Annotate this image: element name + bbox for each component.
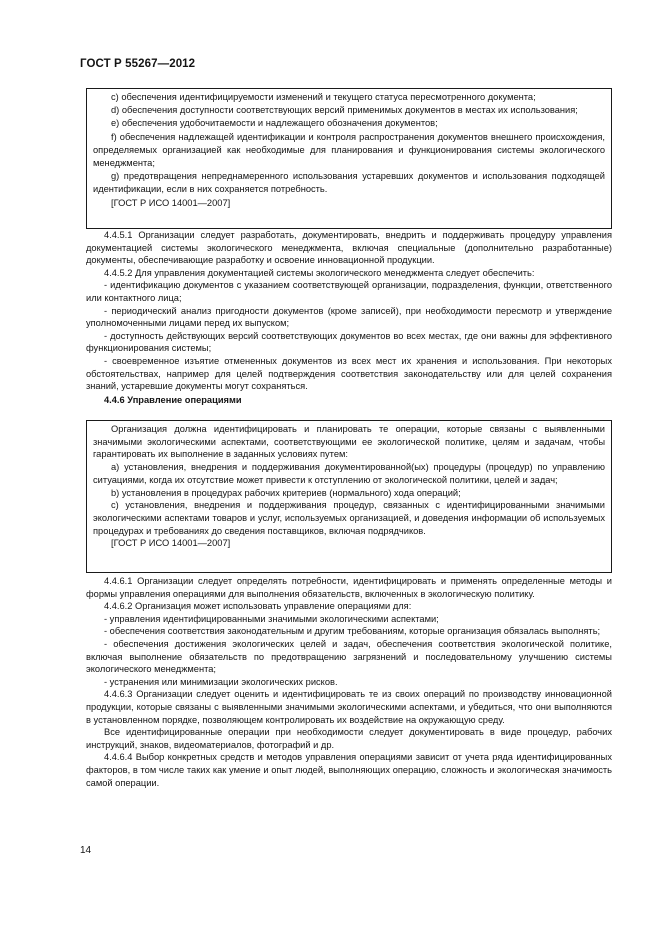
- quote-item-b: b) установления в процедурах рабочих критериев (нормального) хода операций;: [111, 487, 461, 498]
- quote-reference: [ГОСТ Р ИСО 14001—2007]: [111, 538, 231, 549]
- list-item: - обеспечения достижения экологических целей и задач, обеспечения соответствия экологической политике, включая выполнение обязательств по предотвращению загрязнений и последовательному улучшению системы экологического менеджмента;: [86, 638, 612, 675]
- quote-item-c: c) обеспечения идентифицируемости изменений и текущего статуса пересмотренного документа;: [111, 92, 536, 102]
- list-item: - обеспечения соответствия законодательным и другим требованиям, которые организация обязалась выполнять;: [104, 626, 601, 637]
- quote-item-g: g) предотвращения непреднамеренного использования устаревших документов и использования подходящей идентификации, если в них сохраняется потребность.: [93, 171, 605, 195]
- list-item: - идентификацию документов с указанием соответствующей организации, подразделения, функции, ответственного или контактного лица;: [86, 280, 612, 303]
- section-heading-4-4-6: 4.4.6 Управление операциями: [104, 394, 242, 405]
- list-item: - периодический анализ пригодности документов (кроме записей), при необходимости пересмотр и утверждение уполномоченными лицами перед их выпуском;: [86, 305, 612, 329]
- quote-reference: [ГОСТ Р ИСО 14001—2007]: [111, 197, 231, 208]
- list-item: - доступность действующих версий соответствующих документов во всех местах, где они важны для эффективного функционирования системы;: [86, 330, 612, 354]
- paragraph-4-4-5-1: 4.4.5.1 Организации следует разработать, документировать, внедрить и поддерживать процедуру управления документацией системы экологического менеджмента, включая специальные (дополнительно разработанные) документы, обеспечивающие разработку и освоение инновационной продукции.: [86, 230, 612, 266]
- paragraph-4-4-6-1: 4.4.6.1 Организации следует определять потребности, идентифицировать и применять определенные методы и формы управления операциями для выполнения обязательств, включенных в экологическую политику.: [86, 576, 612, 599]
- paragraph-4-4-6-4: 4.4.6.4 Выбор конкретных средств и методов управления операциями зависит от учета ряда идентифицированных факторов, в том числе таких как умение и опыт людей, выполняющих операцию, сложность и экологическая значимость самой операции.: [86, 752, 612, 788]
- list-item: - управления идентифицированными значимыми экологическими аспектами;: [104, 613, 439, 624]
- paragraph: Все идентифицированные операции при необходимости следует документировать в виде процедур, рабочих инструкций, знаков, видеоматериалов, фотографий и др.: [86, 727, 612, 750]
- quote-item-d: d) обеспечения доступности соответствующих версий применимых документов в местах их использования;: [111, 105, 578, 116]
- page-number: 14: [80, 845, 92, 856]
- quote-intro: Организация должна идентифицировать и планировать те операции, которые связаны с выявленными значимыми экологическими аспектами, соответствующими ее экологической политике, целям и задачам, чтобы гарантировать их выполнение в заданных условиях путем:: [93, 424, 605, 460]
- quote-item-c: c) установления, внедрения и поддерживания процедур, связанных с идентифицированными значимыми экологическими аспектами товаров и услуг, используемых организацией, и доведения информации об используемых процедурах и требованиях до сведения поставщиков, включая подрядчиков.: [93, 500, 605, 536]
- quote-item-f: f) обеспечения надлежащей идентификации и контроля распространения документов внешнего происхождения, определяемых организацией как необходимые для планирования и функционирования системы экологического менеджмента;: [93, 131, 605, 169]
- standard-quote-box: [86, 88, 612, 229]
- quote-item-e: e) обеспечения удобочитаемости и надлежащего обозначения документов;: [111, 118, 438, 129]
- paragraph-4-4-6-3: 4.4.6.3 Организации следует оценить и идентифицировать те из своих операций по производству инновационной продукции, которые связаны с выявленными значимыми экологическими аспектами, и убедиться, что они выполняются в установленном порядке, позволяющем контролировать их воздействие на окружающую среду.: [86, 689, 612, 725]
- list-item: - своевременное изъятие отмененных документов из всех мест их хранения и использования. При некоторых обстоятельствах, например для целей подтверждения соответствия законодательству или для целей сохранения знаний, устаревшие документы могут сохраняться.: [86, 355, 612, 392]
- list-item: - устранения или минимизации экологических рисков.: [104, 676, 338, 687]
- section-4-4-5-text: [86, 229, 612, 406]
- standard-quote-box-2: [86, 420, 612, 573]
- quote-item-a: а) установления, внедрения и поддерживания документированной(ых) процедуры (процедур) по управлению ситуациями, когда их отсутствие может привести к отступлению от экологической политики, целей и задач;: [93, 462, 605, 485]
- section-4-4-6-text: [86, 575, 612, 789]
- paragraph-4-4-6-2: 4.4.6.2 Организация может использовать управление операциями для:: [104, 601, 412, 612]
- paragraph-4-4-5-2: 4.4.5.2 Для управления документацией системы экологического менеджмента следует обеспечить:: [104, 267, 535, 278]
- document-header: ГОСТ Р 55267—2012: [80, 58, 196, 70]
